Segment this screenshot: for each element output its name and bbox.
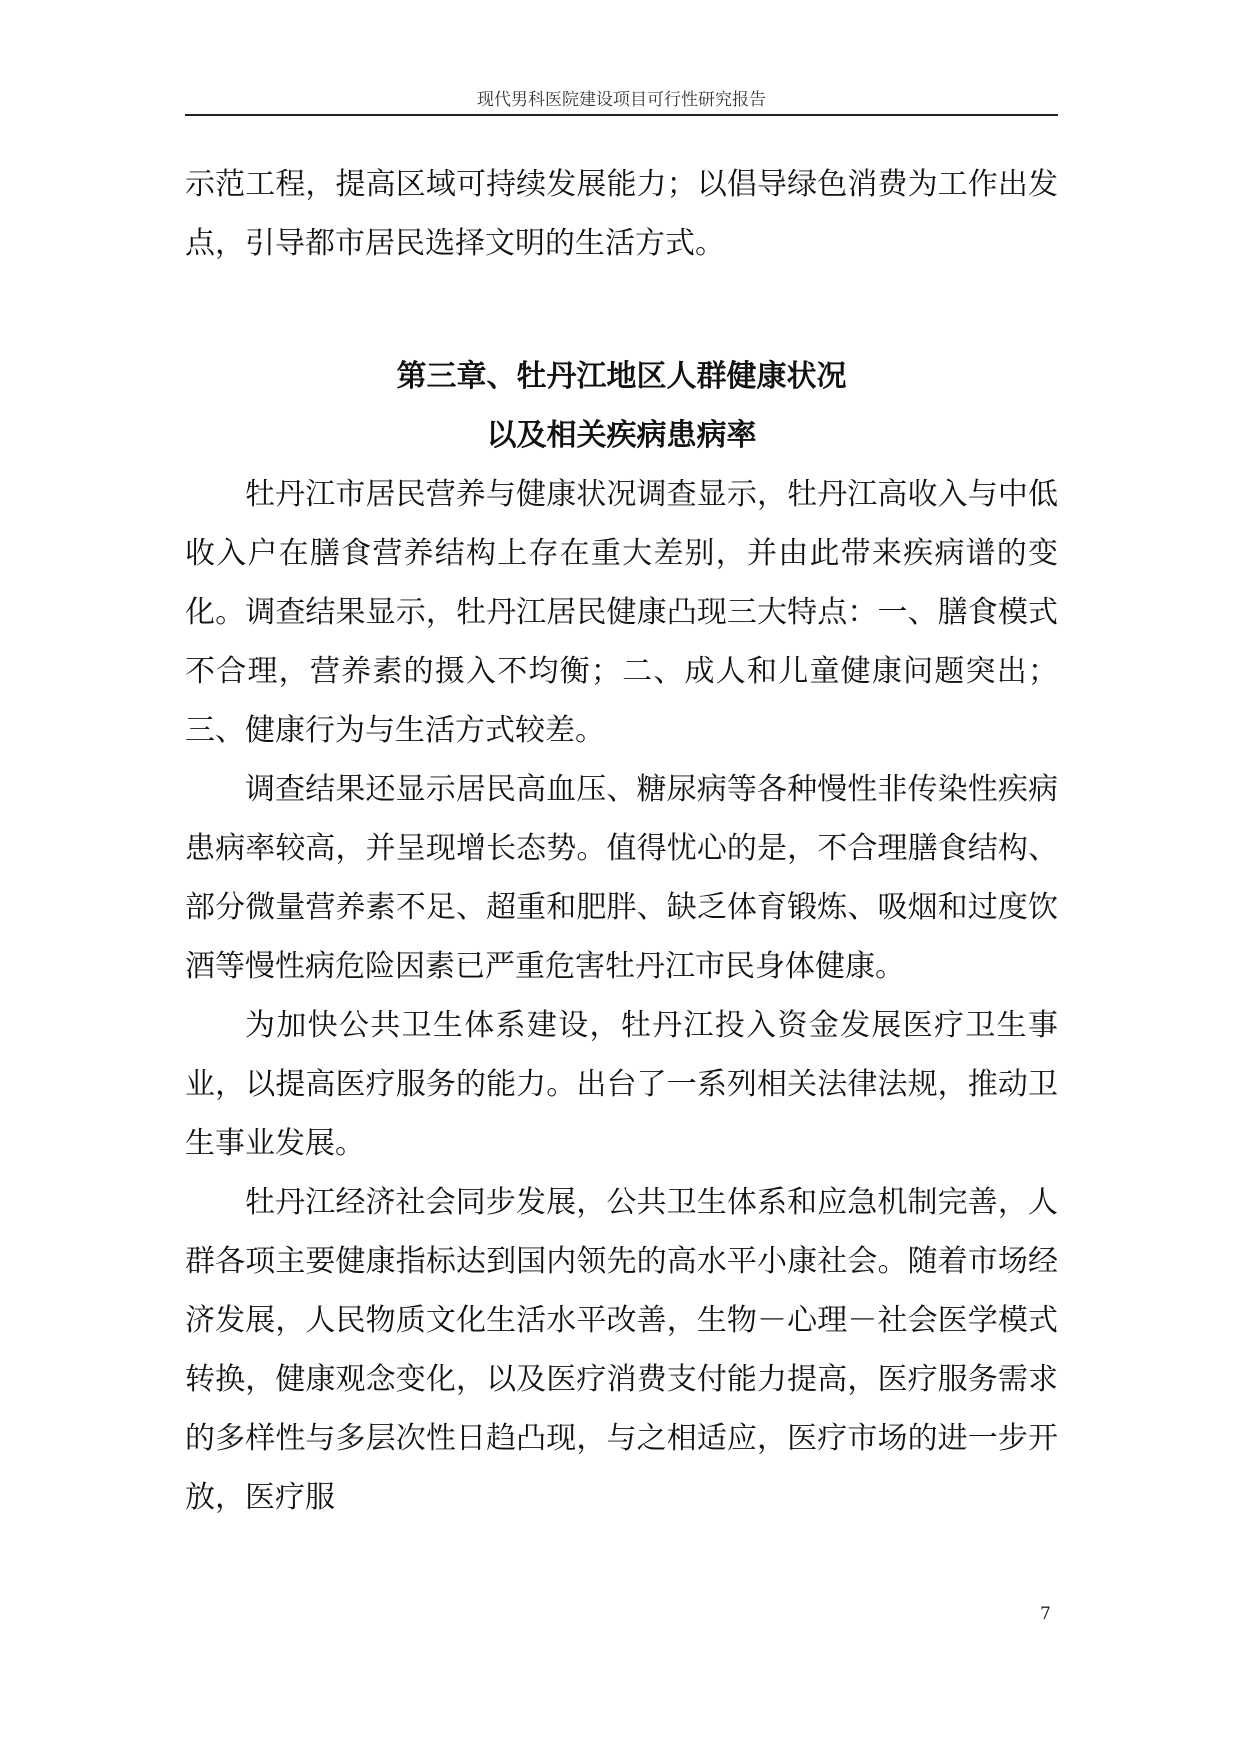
continuation-paragraph: 示范工程，提高区域可持续发展能力；以倡导绿色消费为工作出发点，引导都市居民选择文明的生活方式。 [185, 167, 1058, 261]
header-divider [185, 114, 1058, 116]
paragraph-medical-demand: 牡丹江经济社会同步发展，公共卫生体系和应急机制完善，人群各项主要健康指标达到国内领先的高水平小康社会。随着市场经济发展，人民物质文化生活水平改善，生物－心理－社会医学模式转换，健康观念变化，以及医疗消费支付能力提高，医疗服务需求的多样性与多层次性日趋凸现，与之相适应，医疗市场的进一步开放，医疗服 [185, 1185, 1058, 1515]
paragraph-nutrition-survey: 牡丹江市居民营养与健康状况调查显示，牡丹江高收入与中低收入户在膳食营养结构上存在重大差别，并由此带来疾病谱的变化。调查结果显示，牡丹江居民健康凸现三大特点：一、膳食模式不合理，营养素的摄入不均衡；二、成人和儿童健康问题突出；三、健康行为与生活方式较差。 [185, 477, 1058, 748]
paragraph-chronic-disease: 调查结果还显示居民高血压、糖尿病等各种慢性非传染性疾病患病率较高，并呈现增长态势。值得忧心的是，不合理膳食结构、部分微量营养素不足、超重和肥胖、缺乏体育锻炼、吸烟和过度饮酒等慢性病危险因素已严重危害牡丹江市民身体健康。 [185, 772, 1058, 984]
document-body [185, 155, 1058, 1527]
chapter-title-line-2: 以及相关疾病患病率 [486, 418, 757, 453]
running-header-title: 现代男科医院建设项目可行性研究报告 [477, 90, 766, 110]
paragraph-public-health: 为加快公共卫生体系建设，牡丹江投入资金发展医疗卫生事业，以提高医疗服务的能力。出台了一系列相关法律法规，推动卫生事业发展。 [185, 1008, 1058, 1161]
chapter-title-line-1: 第三章、牡丹江地区人群健康状况 [396, 359, 847, 394]
page-number: 7 [1040, 1604, 1051, 1624]
